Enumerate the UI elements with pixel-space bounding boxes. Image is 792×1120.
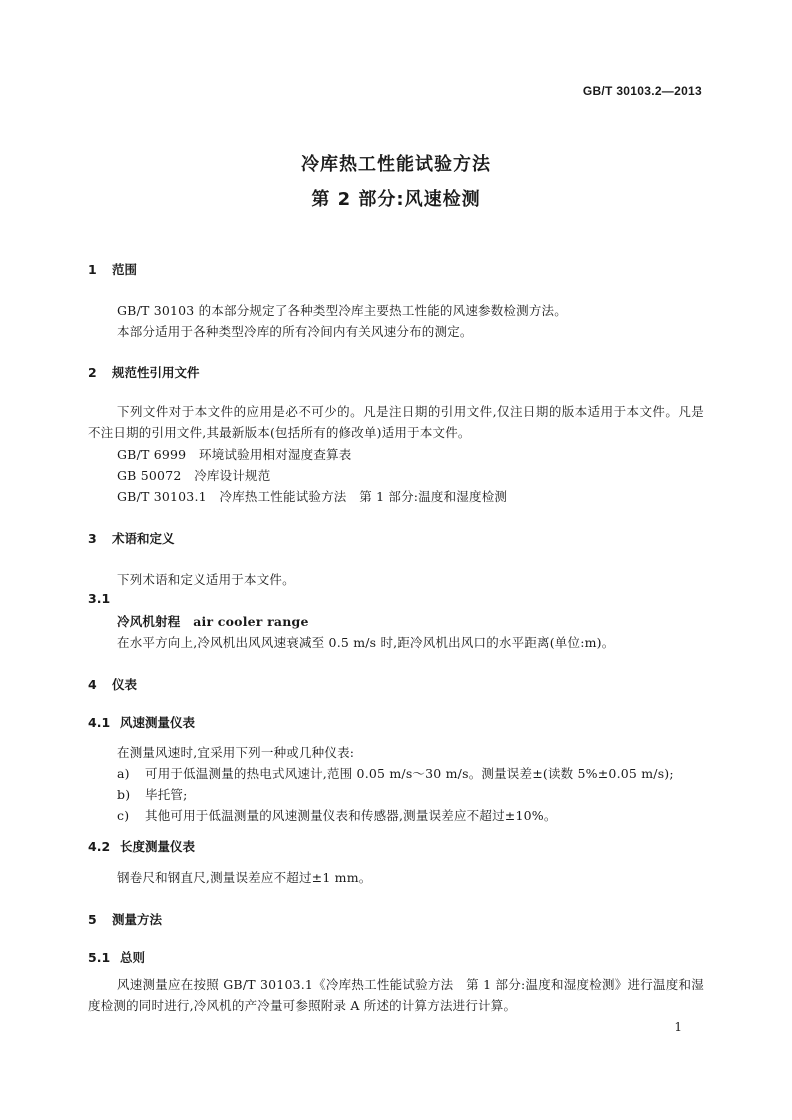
reference-title: 冷库设计规范 — [194, 468, 271, 483]
subsection-number: 4.2 — [88, 839, 111, 854]
term-definition: 在水平方向上,冷风机出风风速衰减至 0.5 m/s 时,距冷风机出风口的水平距离(单位:m)。 — [117, 635, 615, 650]
term-number: 3.1 — [88, 591, 111, 606]
document-subtitle: 第 2 部分:风速检测 — [311, 189, 481, 210]
reference-3 — [117, 487, 507, 505]
section-title: 仪表 — [112, 677, 138, 692]
section-number: 3 — [88, 531, 97, 546]
reference-code: GB 50072 — [117, 468, 182, 483]
list-text: 毕托管; — [145, 787, 188, 802]
list-item-a — [117, 764, 674, 782]
term-entry — [117, 612, 309, 630]
list-marker: b) — [117, 787, 131, 802]
term-chinese: 冷风机射程 — [117, 614, 181, 629]
section-number: 1 — [88, 262, 97, 277]
document-title: 冷库热工性能试验方法 — [301, 154, 491, 175]
list-text: 其他可用于低温测量的风速测量仪表和传感器,测量误差应不超过±10%。 — [145, 808, 557, 823]
reference-code: GB/T 30103.1 — [117, 489, 207, 504]
list-item-b — [117, 785, 188, 803]
section-1-heading — [88, 260, 137, 278]
list-marker: c) — [117, 808, 130, 823]
section-5-heading — [88, 910, 162, 928]
subsection-title: 总则 — [120, 950, 146, 965]
list-marker: a) — [117, 766, 130, 781]
subsection-4-2-heading — [88, 837, 195, 855]
list-text: 可用于低温测量的热电式风速计,范围 0.05 m/s～30 m/s。测量误差±(读数 5%±0.05 m/s); — [145, 766, 674, 781]
section-1-paragraph-2: 本部分适用于各种类型冷库的所有冷间内有关风速分布的测定。 — [117, 324, 473, 339]
section-2-intro: 下列文件对于本文件的应用是必不可少的。凡是注日期的引用文件,仅注日期的版本适用于本文件。凡是不注日期的引用文件,其最新版本(包括所有的修改单)适用于本文件。 — [88, 404, 704, 440]
section-title: 测量方法 — [112, 912, 163, 927]
subsection-5-1-text: 风速测量应在按照 GB/T 30103.1《冷库热工性能试验方法 第 1 部分:温度和湿度检测》进行温度和湿度检测的同时进行,冷风机的产冷量可参照附录 A 所述的计算方法进行计算。 — [88, 977, 704, 1013]
subsection-4-1-heading — [88, 713, 195, 731]
section-3-intro: 下列术语和定义适用于本文件。 — [117, 572, 295, 587]
reference-1 — [117, 445, 351, 463]
section-number: 2 — [88, 365, 97, 380]
subsection-number: 5.1 — [88, 950, 111, 965]
section-number: 4 — [88, 677, 97, 692]
term-english: air cooler range — [193, 614, 309, 629]
reference-title: 冷库热工性能试验方法 第 1 部分:温度和湿度检测 — [219, 489, 508, 504]
section-title: 规范性引用文件 — [112, 365, 200, 380]
section-number: 5 — [88, 912, 97, 927]
subsection-title: 长度测量仪表 — [120, 839, 196, 854]
section-4-heading — [88, 675, 137, 693]
subsection-4-1-intro: 在测量风速时,宜采用下列一种或几种仪表: — [117, 745, 355, 760]
subsection-5-1-heading — [88, 948, 145, 966]
subsection-4-2-text: 钢卷尺和钢直尺,测量误差应不超过±1 mm。 — [117, 870, 372, 885]
page-number: 1 — [674, 1020, 682, 1034]
reference-title: 环境试验用相对湿度查算表 — [199, 447, 352, 462]
reference-code: GB/T 6999 — [117, 447, 187, 462]
standard-number: GB/T 30103.2—2013 — [582, 84, 702, 98]
section-2-heading — [88, 363, 200, 381]
reference-2 — [117, 466, 270, 484]
section-title: 术语和定义 — [112, 531, 175, 546]
subsection-title: 风速测量仪表 — [120, 715, 196, 730]
section-3-heading — [88, 529, 175, 547]
section-1-paragraph-1: GB/T 30103 的本部分规定了各种类型冷库主要热工性能的风速参数检测方法。 — [117, 303, 567, 318]
section-title: 范围 — [112, 262, 138, 277]
list-item-c — [117, 806, 557, 824]
subsection-number: 4.1 — [88, 715, 111, 730]
